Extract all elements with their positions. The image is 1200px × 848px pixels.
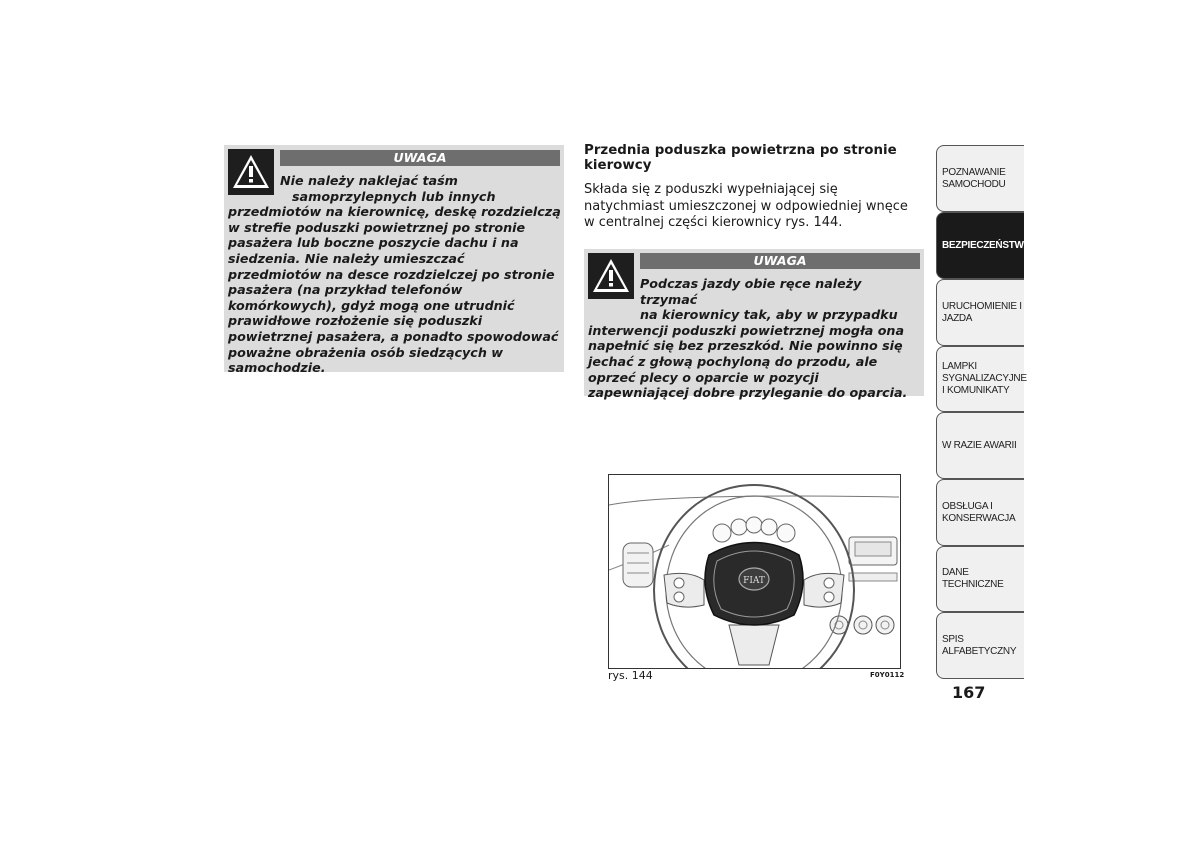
warning-box-left [224,145,564,376]
warning-text-line: samoprzylepnych lub innych [292,188,496,204]
warning-box-right [584,249,924,401]
section-body: Składa się z poduszki wypełniającej się natychmiast umieszczonej w odpowiedniej wnęce w centralnej części kierownicy rys. 144. [584,182,908,230]
warning-text [228,173,562,376]
warning-text-line: na kierownicy tak, aby w przypadku [640,307,898,323]
page-number: 167 [952,683,986,702]
tab-w-razie-awarii[interactable] [936,412,1024,479]
section-title: Przednia poduszka powietrzna po stronie kierowcy [584,143,897,173]
warning-heading: UWAGA [640,253,920,269]
tab-label: OBSŁUGA I KONSERWACJA [942,500,1016,524]
warning-text-line: Podczas jazdy obie ręce należy trzymać [640,276,862,307]
tab-label: BEZPIECZEŃSTWO [942,239,1032,251]
tab-label: LAMPKI SYGNALIZACYJNE I KOMUNIKATY [942,361,1027,396]
figure-caption: rys. 144 [608,669,653,682]
warning-text-body: interwencji poduszki powietrznej mogła ona napełnić się bez przeszkód. Nie powinno się jechać z głową pochyloną do przodu, ale oprzeć plecy o oparcie w pozycji zapewniającej dobre przyleganie do oparcia. [588,322,908,401]
tab-bezpieczenstwo[interactable] [936,212,1032,279]
figure-code: F0Y0112 [870,671,905,679]
tab-label: URUCHOMIENIE I JAZDA [942,300,1022,324]
tab-lampki-sygnalizacyjne[interactable] [936,346,1027,412]
tab-spis-alfabetyczny[interactable] [936,612,1024,679]
tab-label: W RAZIE AWARII [942,439,1017,451]
warning-heading: UWAGA [280,150,560,166]
tab-label: SPIS ALFABETYCZNY [942,633,1017,657]
steering-wheel-illustration [609,475,900,668]
warning-text-body: przedmiotów na kierownicę, deskę rozdzielczą w strefie poduszki powietrznej po stronie pasażera lub boczne poszycie dachu i na siedzenia. Nie należy umieszczać przedmiotów na desce rozdzielczej po stronie pasażera (na przykład telefonów komórkowych), gdyż mogą one utrudnić prawidłowe rozłożenie się poduszki powietrznej pasażera, a ponadto spowodować poważne obrażenia osób siedzących w samochodzie. [228,204,561,376]
tab-dane-techniczne[interactable] [936,546,1024,612]
tab-label: DANE TECHNICZNE [942,567,1004,590]
tab-label: POZNAWANIE SAMOCHODU [942,166,1006,190]
warning-text-line: Nie należy naklejać taśm [280,173,458,188]
tab-obsluga-i-konserwacja[interactable] [936,479,1024,546]
tab-uruchomienie-i-jazda[interactable] [936,279,1024,346]
warning-text [588,276,922,401]
svg-text:FIAT: FIAT [743,576,765,586]
steering-wheel-figure [608,474,901,669]
tab-poznawanie-samochodu[interactable] [936,145,1024,212]
